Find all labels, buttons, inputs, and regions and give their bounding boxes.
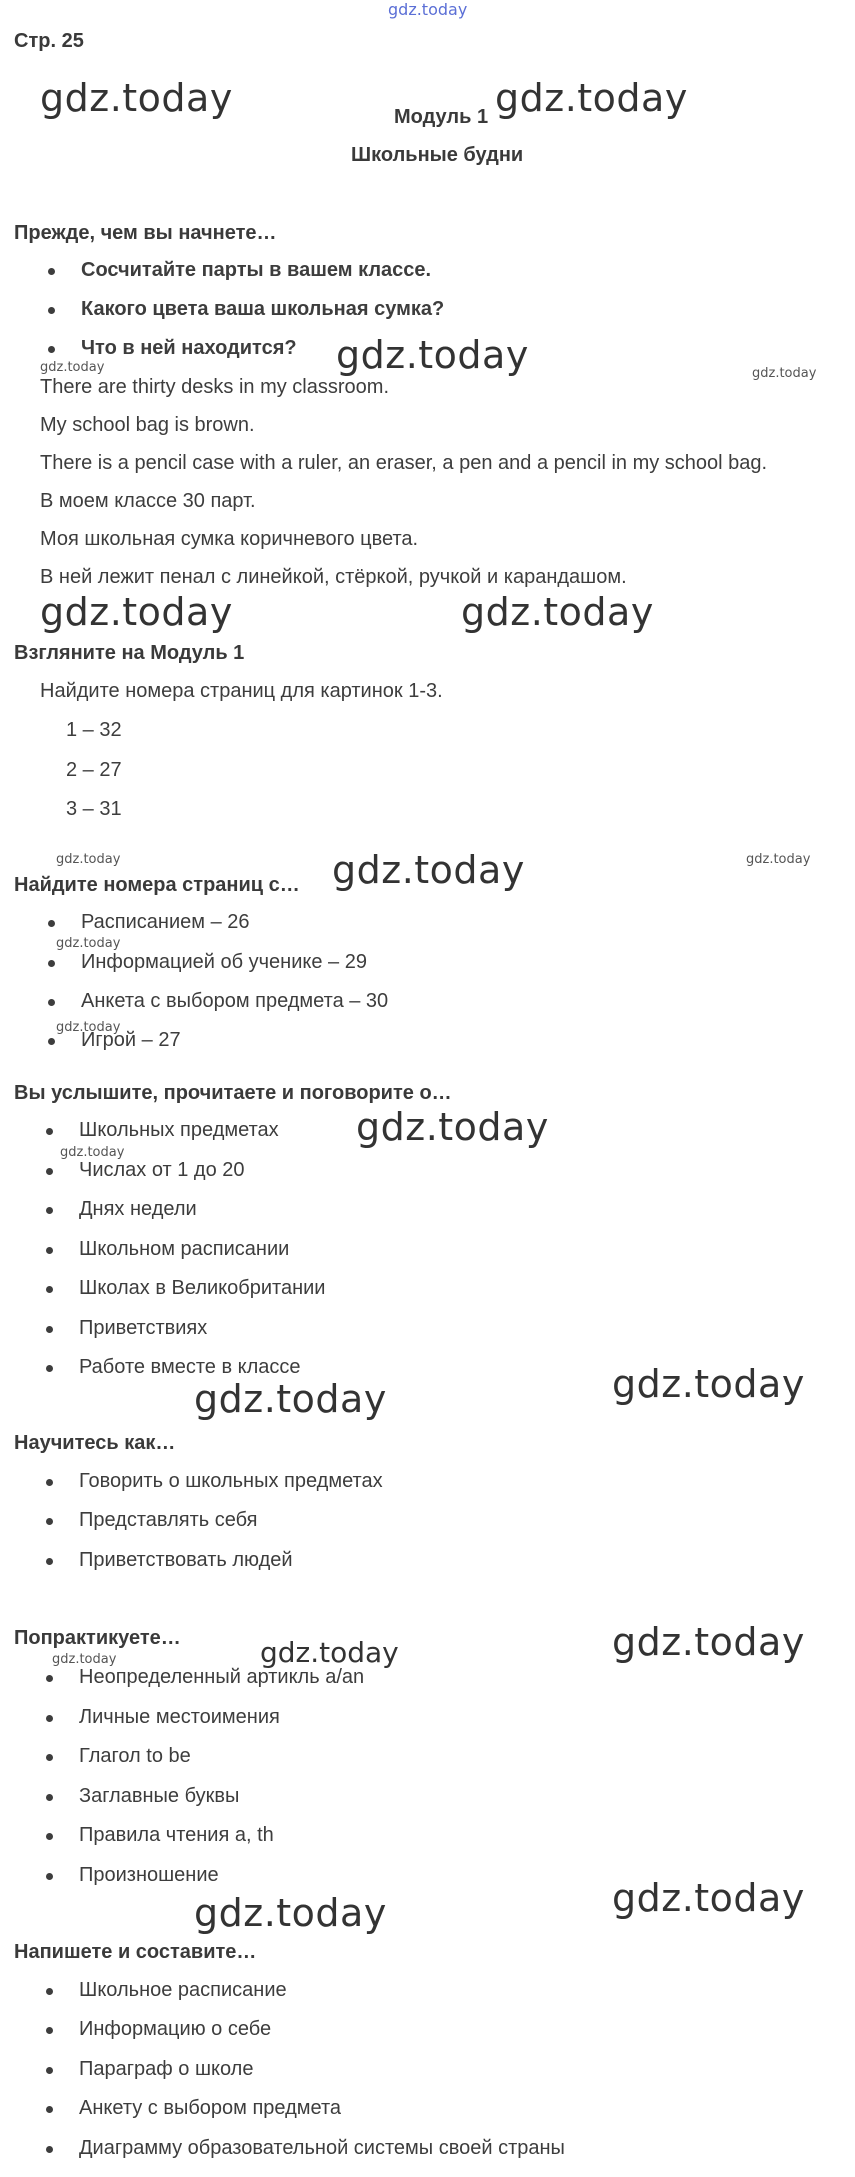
- page-label: Стр. 25: [14, 30, 84, 52]
- answer-line: 1 – 32: [66, 719, 122, 741]
- bullet: [46, 1558, 53, 1565]
- list-item: Что в ней находится?: [81, 337, 297, 359]
- bullet: [46, 1675, 53, 1682]
- watermark: gdz.today: [194, 1891, 387, 1935]
- list-item: Приветствиях: [79, 1317, 208, 1339]
- list-item: Информацией об ученике – 29: [81, 951, 367, 973]
- list-item: Анкета с выбором предмета – 30: [81, 990, 389, 1012]
- list-item: Правила чтения a, th: [79, 1824, 274, 1846]
- bullet: [46, 2067, 53, 2074]
- watermark-small: gdz.today: [40, 360, 105, 375]
- section-heading: Взгляните на Модуль 1: [14, 642, 245, 664]
- section-heading: Прежде, чем вы начнете…: [14, 222, 277, 244]
- list-item: Игрой – 27: [81, 1029, 181, 1051]
- list-item: Глагол to be: [79, 1745, 191, 1767]
- bullet: [46, 1168, 53, 1175]
- watermark: gdz.today: [260, 1636, 399, 1669]
- list-item: Произношение: [79, 1864, 219, 1886]
- list-item: Какого цвета ваша школьная сумка?: [81, 298, 445, 320]
- list-item: Неопределенный артикль a/an: [79, 1666, 365, 1688]
- watermark: gdz.today: [495, 76, 688, 120]
- bullet: [46, 1479, 53, 1486]
- section-heading: Научитесь как…: [14, 1432, 176, 1454]
- watermark-small: gdz.today: [52, 1652, 117, 1667]
- answer-line: My school bag is brown.: [40, 414, 255, 436]
- answer-line: В ней лежит пенал с линейкой, стёркой, ручкой и карандашом.: [40, 566, 627, 588]
- watermark-small: gdz.today: [60, 1145, 125, 1160]
- bullet: [48, 999, 55, 1006]
- watermark: gdz.today: [461, 590, 654, 634]
- list-item: Диаграмму образовательной системы своей страны: [79, 2137, 565, 2159]
- watermark-top: gdz.today: [388, 0, 468, 19]
- bullet: [48, 307, 55, 314]
- list-item: Приветствовать людей: [79, 1549, 293, 1571]
- watermark: gdz.today: [336, 333, 529, 377]
- list-item: Школах в Великобритании: [79, 1277, 326, 1299]
- bullet: [46, 2106, 53, 2113]
- watermark: gdz.today: [612, 1362, 805, 1406]
- bullet: [46, 1326, 53, 1333]
- section-heading: Найдите номера страниц с…: [14, 874, 300, 896]
- list-item: Работе вместе в классе: [79, 1356, 301, 1378]
- list-item: Школьном расписании: [79, 1238, 290, 1260]
- bullet: [46, 1247, 53, 1254]
- bullet: [46, 1286, 53, 1293]
- list-item: Представлять себя: [79, 1509, 258, 1531]
- list-item: Школьное расписание: [79, 1979, 287, 2001]
- answer-line: There is a pencil case with a ruler, an eraser, a pen and a pencil in my school bag.: [40, 452, 768, 474]
- bullet: [46, 1873, 53, 1880]
- module-title: Модуль 1: [394, 106, 489, 128]
- bullet: [48, 1038, 55, 1045]
- watermark-small: gdz.today: [752, 366, 817, 381]
- bullet: [46, 1128, 53, 1135]
- bullet: [46, 1207, 53, 1214]
- answer-line: В моем классе 30 парт.: [40, 490, 256, 512]
- list-item: Школьных предметах: [79, 1119, 279, 1141]
- bullet: [46, 2146, 53, 2153]
- bullet: [46, 2027, 53, 2034]
- bullet: [48, 920, 55, 927]
- watermark-small: gdz.today: [746, 852, 811, 867]
- watermark: gdz.today: [40, 76, 233, 120]
- bullet: [48, 268, 55, 275]
- bullet: [48, 346, 55, 353]
- bullet: [46, 1833, 53, 1840]
- list-item: Заглавные буквы: [79, 1785, 240, 1807]
- watermark: gdz.today: [612, 1620, 805, 1664]
- watermark-small: gdz.today: [56, 852, 121, 867]
- answer-line: Моя школьная сумка коричневого цвета.: [40, 528, 419, 550]
- section-heading: Напишете и составите…: [14, 1941, 257, 1963]
- bullet: [46, 1988, 53, 1995]
- list-item: Говорить о школьных предметах: [79, 1470, 383, 1492]
- answer-line: 3 – 31: [66, 798, 122, 820]
- list-item: Днях недели: [79, 1198, 197, 1220]
- watermark: gdz.today: [332, 848, 525, 892]
- list-item: Числах от 1 до 20: [79, 1159, 245, 1181]
- bullet: [46, 1715, 53, 1722]
- list-item: Анкету с выбором предмета: [79, 2097, 342, 2119]
- watermark-small: gdz.today: [56, 936, 121, 951]
- bullet: [46, 1794, 53, 1801]
- watermark: gdz.today: [40, 590, 233, 634]
- list-item: Информацию о себе: [79, 2018, 272, 2040]
- bullet: [46, 1365, 53, 1372]
- section-heading: Вы услышите, прочитаете и поговорите о…: [14, 1082, 452, 1104]
- module-subtitle: Школьные будни: [351, 144, 524, 166]
- bullet: [46, 1754, 53, 1761]
- section-heading: Попрактикуете…: [14, 1627, 181, 1649]
- answer-line: 2 – 27: [66, 759, 122, 781]
- list-item: Параграф о школе: [79, 2058, 254, 2080]
- watermark: gdz.today: [356, 1105, 549, 1149]
- watermark: gdz.today: [194, 1377, 387, 1421]
- watermark: gdz.today: [612, 1876, 805, 1920]
- answer-line: There are thirty desks in my classroom.: [40, 376, 389, 398]
- bullet: [48, 960, 55, 967]
- watermark-small: gdz.today: [56, 1020, 121, 1035]
- list-item: Расписанием – 26: [81, 911, 250, 933]
- list-item: Сосчитайте парты в вашем классе.: [81, 259, 432, 281]
- instruction: Найдите номера страниц для картинок 1-3.: [40, 680, 443, 702]
- bullet: [46, 1518, 53, 1525]
- list-item: Личные местоимения: [79, 1706, 280, 1728]
